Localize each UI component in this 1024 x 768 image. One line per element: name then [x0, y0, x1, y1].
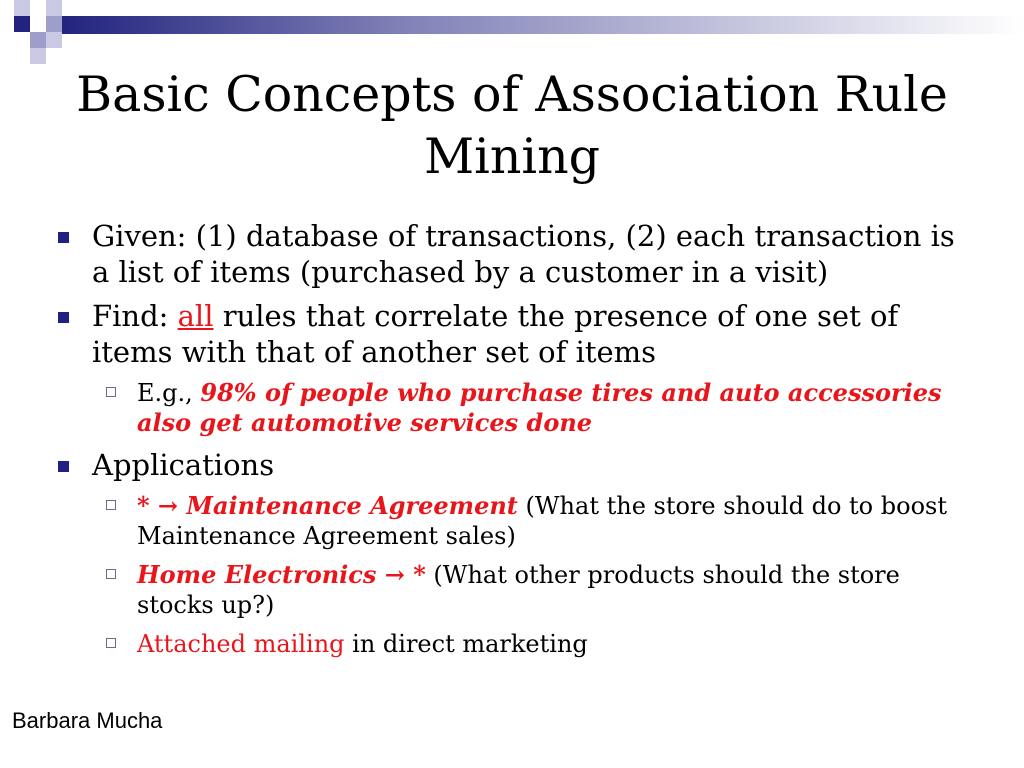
sub-bullet-maintenance [52, 491, 962, 551]
right-arrow-icon: → [157, 491, 179, 520]
app1-description: (What the store should do to boost Maintenance Agreement sales) [137, 492, 947, 550]
slide-body [52, 218, 962, 668]
app2-home-electronics: Home Electronics [137, 560, 385, 589]
app3-description: in direct marketing [344, 630, 588, 658]
right-arrow-icon: → [384, 560, 405, 589]
hollow-square-bullet-icon [106, 569, 116, 579]
footer-author: Barbara Mucha [12, 708, 163, 733]
applications-text: Applications [92, 448, 275, 482]
hollow-square-bullet-icon [106, 638, 116, 648]
hollow-square-bullet-icon [106, 500, 116, 510]
app1-star: * [137, 491, 158, 520]
app2-description: (What other products should the store stocks up?) [137, 561, 900, 619]
sub-bullet-attached-mailing [52, 629, 962, 659]
example-highlight: 98% of people who purchase tires and auto accessories also get automotive services done [137, 378, 942, 437]
square-bullet-icon [58, 312, 69, 323]
example-prefix: E.g., [137, 379, 201, 407]
bullet-applications [52, 447, 962, 483]
app1-maintenance-agreement: Maintenance Agreement [178, 491, 518, 520]
square-bullet-icon [58, 232, 69, 243]
app2-star: * [404, 560, 426, 589]
bullet-find [52, 298, 962, 370]
sub-bullet-example [52, 378, 962, 438]
slide-title: Basic Concepts of Association Rule Mining [76, 66, 948, 185]
square-bullet-icon [58, 461, 69, 472]
given-text: Given: (1) database of transactions, (2) each transaction is a list of items (purchased by a customer in a visit) [92, 219, 955, 289]
find-suffix: rules that correlate the presence of one set of items with that of another set of items [92, 299, 899, 369]
decorative-header-squares [0, 0, 1024, 70]
bullet-given [52, 218, 962, 290]
sub-bullet-home-electronics [52, 560, 962, 620]
app3-attached-mailing: Attached mailing [137, 630, 345, 658]
hollow-square-bullet-icon [106, 387, 116, 397]
find-highlight-all: all [177, 299, 214, 333]
find-prefix: Find: [92, 299, 178, 333]
